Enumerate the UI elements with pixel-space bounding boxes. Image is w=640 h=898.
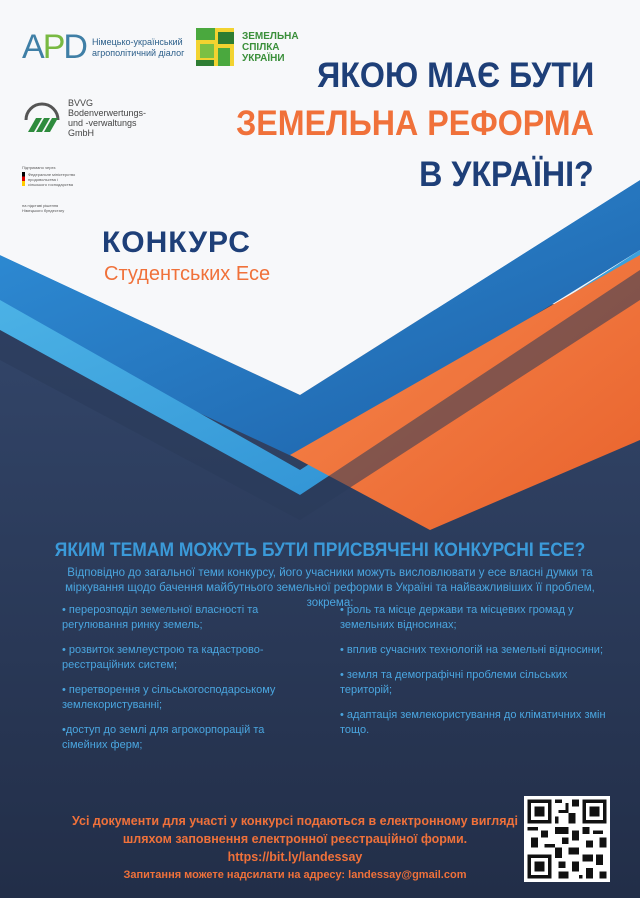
bvvg-line3: und -verwaltungs bbox=[68, 118, 137, 128]
list-item: • перетворення у сільськогосподарському землекористуванні; bbox=[62, 684, 276, 711]
german-flag-icon bbox=[22, 172, 25, 186]
registration-link[interactable]: https://bit.ly/landessay bbox=[227, 850, 363, 864]
list-item: • роль та місце держави та місцевих громад у земельних відносинах; bbox=[340, 604, 574, 631]
bmel-logo bbox=[22, 165, 75, 213]
title-line1: ЯКОЮ МАЄ БУТИ bbox=[316, 56, 594, 95]
apd-name-line1: Німецько-український bbox=[91, 36, 183, 47]
contact-email[interactable]: Запитання можете надсилати на адресу: landessay@gmail.com bbox=[123, 869, 467, 881]
bvvg-logo-icon bbox=[22, 98, 62, 138]
zsu-logo bbox=[196, 28, 299, 66]
zsu-line3: УКРАЇНИ bbox=[242, 52, 285, 64]
list-item: • перерозподіл земельної власності та регулювання ринку земель; bbox=[62, 604, 259, 631]
list-item: • адаптація землекористування до кліматичних змін тощо. bbox=[340, 709, 606, 736]
bmel-line1: Підтримано через bbox=[22, 165, 56, 170]
footer-info bbox=[60, 812, 530, 884]
topics-heading: ЯКИМ ТЕМАМ МОЖУТЬ БУТИ ПРИСВЯЧЕНІ КОНКУРСНІ ЕСЕ? bbox=[54, 540, 586, 561]
bmel-line6: Німецького бундестагу bbox=[22, 208, 65, 213]
topics-list-left bbox=[62, 603, 312, 763]
apd-name-line2: агрополітичний діалог bbox=[91, 47, 185, 58]
bmel-line4: сільського господарства bbox=[28, 182, 73, 187]
list-item: • земля та демографічні проблеми сільських територій; bbox=[340, 669, 568, 696]
contest-label: КОНКУРС bbox=[102, 226, 251, 259]
footer-line1: Усі документи для участі у конкурсі подаються в електронному вигляді bbox=[72, 814, 518, 828]
apd-logo-mark: APD bbox=[22, 28, 86, 66]
title-line3: В УКРАЇНІ? bbox=[419, 155, 594, 194]
bmel-line5: на підставі рішення bbox=[22, 203, 59, 208]
bmel-line2: Федеральне міністерство bbox=[28, 172, 76, 177]
bvvg-line4: GmbH bbox=[68, 128, 95, 138]
list-item: • розвиток землеустрою та кадастрово-реєстраційних систем; bbox=[62, 644, 264, 671]
list-item: •доступ до землі для агрокорпорацій та сімейних ферм; bbox=[62, 724, 265, 751]
footer-line2: шляхом заповнення електронної реєстраційної форми. bbox=[122, 832, 468, 846]
bvvg-logo bbox=[22, 98, 146, 138]
bvvg-line1: BVVG bbox=[68, 98, 94, 108]
bmel-line3: продовольства і bbox=[28, 177, 58, 182]
contest-sublabel: Студентських Есе bbox=[104, 263, 271, 285]
title-line2: ЗЕМЕЛЬНА РЕФОРМА bbox=[236, 104, 594, 143]
topics-list-right bbox=[340, 603, 610, 748]
qr-code-icon[interactable] bbox=[524, 796, 610, 882]
list-item: • вплив сучасних технологій на земельні відносини; bbox=[340, 644, 603, 656]
apd-logo bbox=[22, 28, 184, 67]
zsu-line2: СПІЛКА bbox=[242, 41, 280, 53]
topics-intro: Відповідно до загальної теми конкурсу, його учасники можуть висловлювати у есе власні думки та міркування щодо бачення майбутнього земельної реформи в Україні та найважливіших її проблем, зокрема: bbox=[65, 567, 595, 609]
bvvg-line2: Bodenverwertungs- bbox=[68, 108, 147, 118]
zsu-logo-icon bbox=[196, 28, 234, 66]
zsu-line1: ЗЕМЕЛЬНА bbox=[242, 30, 299, 42]
